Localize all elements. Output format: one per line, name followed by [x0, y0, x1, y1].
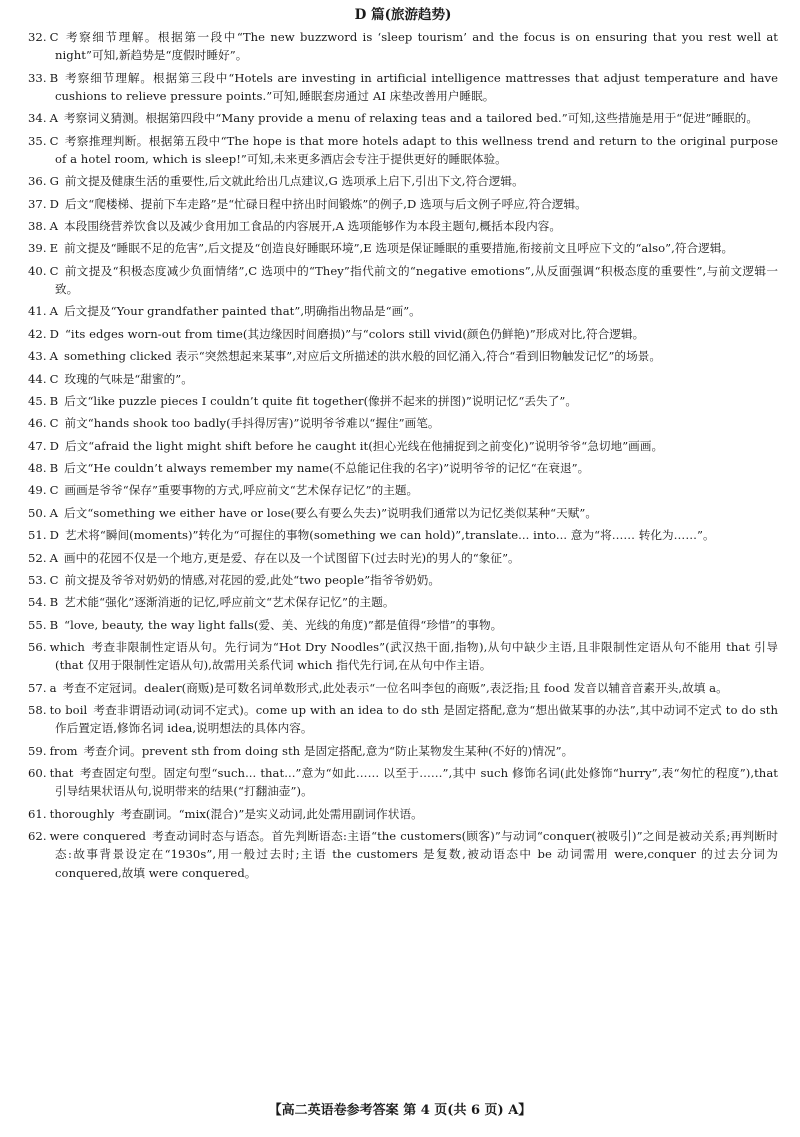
answer-value: C: [49, 263, 59, 278]
answer-entry: [28, 195, 778, 213]
answer-explanation: 考查介词。prevent sth from doing sth 是固定搭配,意为“防止某物发生某种(不好的)情况”。: [83, 743, 574, 758]
answer-explanation: 玫瑰的气味是“甜蜜的”。: [64, 371, 193, 386]
answer-value: A: [49, 218, 59, 233]
answer-entry: [28, 437, 778, 455]
answer-entry: [28, 827, 778, 882]
question-number: 37.: [28, 196, 47, 211]
answer-value: B: [49, 393, 59, 408]
answer-entry: [28, 459, 778, 477]
answer-explanation: 前文“hands shook too badly(手抖得厉害)”说明爷爷难以“握住”画笔。: [64, 416, 440, 431]
answer-entry: [28, 805, 778, 823]
answer-value: C: [49, 30, 59, 44]
answer-value: B: [49, 461, 59, 476]
answer-entry: [28, 302, 778, 320]
question-number: 56.: [28, 640, 47, 655]
answer-value: D: [49, 438, 59, 453]
answer-value: A: [49, 304, 59, 319]
answer-value: D: [49, 196, 59, 211]
answer-explanation: 考察细节理解。根据第一段中“The new buzzword is ‘sleep tourism’ and the focus is on ensuring that you rest well at night”可知,新趋势是“度假时睡好”。: [55, 30, 778, 63]
question-number: 45.: [28, 393, 47, 408]
answer-value: C: [49, 416, 59, 431]
answer-value: B: [49, 595, 59, 610]
section-title: D 篇(旅游趋势): [354, 7, 452, 23]
answer-list: [28, 28, 778, 882]
answer-value: A: [49, 550, 59, 565]
answer-entry: [28, 638, 778, 674]
question-number: 48.: [28, 461, 47, 476]
answer-explanation: 后文“爬楼梯、提前下车走路”是“忙碌日程中挤出时间锻炼”的例子,D 选项与后文例子呼应,符合逻辑。: [64, 196, 587, 211]
answer-explanation: 考查副词。“mix(混合)”是实义动词,此处需用副词作状语。: [120, 806, 423, 821]
answer-entry: [28, 764, 778, 800]
answer-value: from: [49, 743, 78, 758]
answer-entry: [28, 109, 778, 127]
answer-explanation: 画中的花园不仅是一个地方,更是爱、存在以及一个试图留下(过去时光)的男人的“象征”。: [64, 550, 520, 565]
answer-value: E: [49, 241, 59, 256]
question-number: 36.: [28, 174, 47, 189]
question-number: 44.: [28, 371, 47, 386]
answer-value: C: [49, 371, 59, 386]
answer-entry: [28, 69, 778, 105]
answer-explanation: “its edges worn-out from time(其边缘因时间磨损)”与“colors still vivid(颜色仍鲜艳)”形成对比,符合逻辑。: [64, 326, 645, 341]
answer-value: G: [49, 174, 59, 189]
answer-value: C: [49, 133, 59, 148]
question-number: 61.: [28, 806, 47, 821]
question-number: 59.: [28, 743, 47, 758]
answer-entry: [28, 347, 778, 365]
answer-value: C: [49, 573, 59, 588]
answer-explanation: 本段围绕营养饮食以及减少食用加工食品的内容展开,A 选项能够作为本段主题句,概括本段内容。: [64, 218, 562, 233]
answer-entry: [28, 392, 778, 410]
question-number: 46.: [28, 416, 47, 431]
answer-value: A: [49, 349, 59, 364]
answer-entry: [28, 549, 778, 567]
question-number: 50.: [28, 505, 47, 520]
question-number: 49.: [28, 483, 47, 498]
answer-value: thoroughly: [49, 806, 115, 821]
answer-explanation: 画画是爷爷“保存”重要事物的方式,呼应前文“艺术保存记忆”的主题。: [64, 483, 419, 498]
answer-entry: [28, 679, 778, 697]
answer-explanation: 后文“He couldn’t always remember my name(不总能记住我的名字)”说明爷爷的记忆“在衰退”。: [64, 461, 590, 476]
answer-explanation: 后文“like puzzle pieces I couldn’t quite fit together(像拼不起来的拼图)”说明记忆“丢失了”。: [64, 393, 577, 408]
answer-explanation: 后文提及“Your grandfather painted that”,明确指出物品是“画”。: [64, 304, 421, 319]
question-number: 32.: [28, 30, 47, 44]
question-number: 62.: [28, 829, 47, 844]
question-number: 39.: [28, 241, 47, 256]
answer-value: which: [49, 640, 85, 655]
question-number: 47.: [28, 438, 47, 453]
answer-entry: [28, 414, 778, 432]
question-number: 58.: [28, 703, 47, 718]
answer-value: were conquered: [49, 829, 146, 844]
answer-entry: [28, 370, 778, 388]
question-number: 57.: [28, 680, 47, 695]
answer-explanation: 考察推理判断。根据第五段中“The hope is that more hotels adapt to this wellness trend and return to the original purpose of a hotel room, which is sleep!”可知,未来更多酒店会专注于提供更好的睡眠体验。: [55, 133, 778, 166]
answer-explanation: “love, beauty, the way light falls(爱、美、光线的角度)”都是值得“珍惜”的事物。: [64, 617, 503, 632]
question-number: 41.: [28, 304, 47, 319]
question-number: 43.: [28, 349, 47, 364]
answer-value: that: [49, 766, 74, 781]
answer-explanation: 后文“something we either have or lose(要么有要么失去)”说明我们通常以为记忆类似某种“天赋”。: [64, 505, 598, 520]
answer-entry: [28, 132, 778, 168]
answer-value: C: [49, 483, 59, 498]
question-number: 53.: [28, 573, 47, 588]
answer-entry: [28, 28, 778, 64]
answer-entry: [28, 701, 778, 737]
answer-value: to boil: [49, 703, 88, 718]
answer-explanation: 考查非限制性定语从句。先行词为“Hot Dry Noodles”(武汉热干面,指物),从句中缺少主语,且非限制性定语从句不能用 that 引导(that 仅用于限制性定语从句),故需用关系代词 which 指代先行词,在从句中作主语。: [55, 640, 778, 673]
answer-explanation: 考查动词时态与语态。首先判断语态:主语“the customers(顾客)”与动词“conquer(被吸引)”之间是被动关系;再判断时态:故事背景设定在“1930s”,用一般过去时;主语 the customers 是复数,被动语态中 be 动词需用 were,conquer 的过去分词为 conquered,故填 were conquered。: [55, 829, 779, 880]
answer-entry: [28, 325, 778, 343]
answer-entry: [28, 481, 778, 499]
answer-explanation: 考察词义猜测。根据第四段中“Many provide a menu of relaxing teas and a tailored bed.”可知,这些措施是用于“促进”睡眠的。: [64, 111, 759, 126]
question-number: 38.: [28, 218, 47, 233]
answer-explanation: 考查固定句型。固定句型“such... that...”意为“如此…… 以至于……”,其中 such 修饰名词(此处修饰“hurry”,表“匆忙的程度”),that 引导结果状语从句,说明带来的结果(“打翻油壶”)。: [55, 766, 778, 799]
answer-value: B: [49, 70, 59, 85]
question-number: 34.: [28, 111, 47, 126]
question-number: 52.: [28, 550, 47, 565]
answer-entry: [28, 239, 778, 257]
question-number: 42.: [28, 326, 47, 341]
answer-value: D: [49, 326, 59, 341]
answer-explanation: 考查不定冠词。dealer(商贩)是可数名词单数形式,此处表示“一位名叫李包的商贩”,表泛指;且 food 发音以辅音音素开头,故填 a。: [62, 680, 728, 695]
answer-value: D: [49, 528, 59, 543]
answer-value: B: [49, 617, 59, 632]
answer-explanation: 前文提及“睡眠不足的危害”,后文提及“创造良好睡眠环境”,E 选项是保证睡眠的重要措施,衔接前文且呼应下文的“also”,符合逻辑。: [64, 241, 734, 256]
answer-entry: [28, 526, 778, 544]
page-footer: 【高二英语卷参考答案 第 4 页(共 6 页) A】: [268, 1103, 532, 1118]
answer-value: A: [49, 505, 59, 520]
answer-explanation: 前文提及“积极态度减少负面情绪”,C 选项中的“They”指代前文的“negative emotions”,从反面强调“积极态度的重要性”,与前文逻辑一致。: [55, 263, 778, 296]
question-number: 40.: [28, 263, 47, 278]
answer-explanation: 后文“afraid the light might shift before he caught it(担心光线在他捕捉到之前变化)”说明爷爷“急切地”画画。: [64, 438, 664, 453]
question-number: 60.: [28, 766, 47, 781]
question-number: 33.: [28, 70, 47, 85]
question-number: 35.: [28, 133, 47, 148]
answer-value: a: [49, 680, 57, 695]
answer-explanation: 考查非谓语动词(动词不定式)。come up with an idea to do sth 是固定搭配,意为“想出做某事的办法”,其中动词不定式 to do sth 作后置定语,修饰名词 idea,说明想法的具体内容。: [55, 703, 778, 736]
answer-explanation: 前文提及健康生活的重要性,后文就此给出几点建议,G 选项承上启下,引出下文,符合逻辑。: [64, 174, 524, 189]
answer-explanation: something clicked 表示“突然想起来某事”,对应后文所描述的洪水般的回忆涌入,符合“看到旧物触发记忆”的场景。: [64, 349, 662, 364]
answer-entry: [28, 571, 778, 589]
answer-explanation: 前文提及爷爷对奶奶的情感,对花园的爱,此处“two people”指爷爷奶奶。: [64, 573, 441, 588]
answer-explanation: 艺术能“强化”逐渐消逝的记忆,呼应前文“艺术保存记忆”的主题。: [64, 595, 395, 610]
answer-entry: [28, 504, 778, 522]
answer-entry: [28, 217, 778, 235]
answer-value: A: [49, 111, 59, 126]
answer-explanation: 考察细节理解。根据第三段中“Hotels are investing in artificial intelligence mattresses that adjust temperature and have cushions to relieve pressure points.”可知,睡眠套房通过 AI 床垫改善用户睡眠。: [55, 70, 778, 103]
question-number: 51.: [28, 528, 47, 543]
question-number: 54.: [28, 595, 47, 610]
answer-entry: [28, 172, 778, 190]
answer-explanation: 艺术将“瞬间(moments)”转化为“可握住的事物(something we can hold)”,translate... into... 意为“将…… 转化为……”。: [64, 528, 715, 543]
answer-entry: [28, 262, 778, 298]
question-number: 55.: [28, 617, 47, 632]
answer-entry: [28, 616, 778, 634]
answer-entry: [28, 593, 778, 611]
answer-entry: [28, 742, 778, 760]
